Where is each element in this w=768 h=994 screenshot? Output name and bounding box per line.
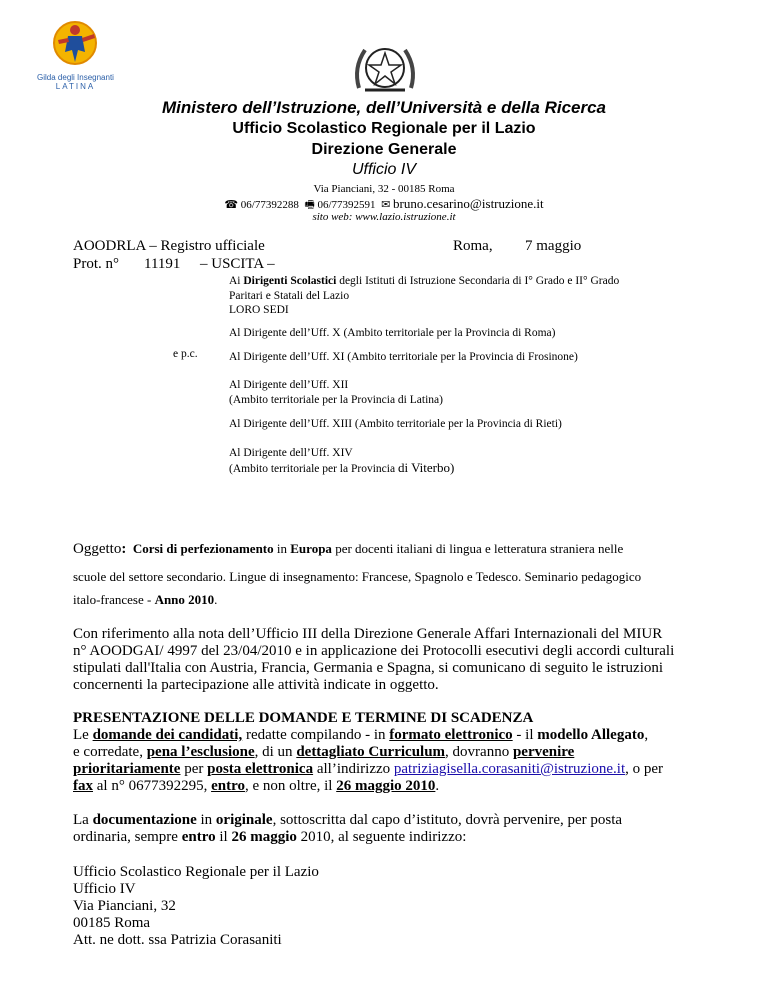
- contact-email: bruno.cesarino@istruzione.it: [393, 196, 544, 211]
- office-title: Ufficio Scolastico Regionale per il Lazio: [232, 120, 536, 137]
- fax-icon: 🖷: [301, 199, 315, 211]
- unit-title: Ufficio IV: [351, 161, 416, 178]
- prot-direction: – USCITA –: [200, 256, 275, 272]
- subject-line-3: italo-francese - Anno 2010.: [73, 592, 218, 607]
- registry-label: AOODRLA – Registro ufficiale: [73, 238, 265, 254]
- prot-number: 11191: [144, 256, 181, 272]
- recipient-uff-xii: Al Dirigente dell’Uff. XII (Ambito territoriale per la Provincia di Latina): [229, 379, 443, 406]
- recipient-uff-xi: Al Dirigente dell’Uff. XI (Ambito territoriale per la Provincia di Frosinone): [229, 351, 578, 363]
- prot-label: Prot. n°: [73, 256, 120, 272]
- recipient-uff-xiv: Al Dirigente dell’Uff. XIV (Ambito territoriale per la Provincia di Viterbo): [229, 447, 455, 475]
- subject-line-2: scuole del settore secondario. Lingue di insegnamento: Francese, Spagnolo e Tedesco. Seminario pedagogico: [73, 569, 642, 584]
- recipient-uff-x: Al Dirigente dell’Uff. X (Ambito territoriale per la Provincia di Roma): [229, 327, 556, 339]
- website-line: sito web: www.lazio.istruzione.it: [312, 211, 456, 223]
- phone-icon: ☎: [224, 199, 239, 211]
- subject-line-1: Oggetto: Corsi di perfezionamento in Europa per docenti italiani di lingua e letteratura straniera nelle: [73, 541, 624, 557]
- email-link[interactable]: patriziagisella.corasaniti@istruzione.it: [393, 761, 626, 777]
- logo-line-2: LATINA: [55, 82, 96, 91]
- fax-number: 06/77392591: [317, 199, 376, 211]
- recipient-schools: Ai Dirigenti Scolastici degli Istituti di Istruzione Secondaria di I° Grado e II° Grado Paritari e Statali del Lazio LORO SEDI: [229, 275, 620, 316]
- postal-address: Ufficio Scolastico Regionale per il Lazio Ufficio IV Via Pianciani, 32 00185 Roma Att. ne dott. ssa Patrizia Corasaniti: [73, 864, 319, 948]
- ministry-title: Ministero dell’Istruzione, dell’Università e della Ricerca: [161, 98, 607, 117]
- gilda-logo-icon: [28, 18, 123, 90]
- section-heading: PRESENTAZIONE DELLE DOMANDE E TERMINE DI SCADENZA: [73, 710, 534, 726]
- logo-line-1: Gilda degli Insegnanti: [37, 73, 114, 82]
- address-line: Via Pianciani, 32 - 00185 Roma: [313, 183, 455, 195]
- intro-paragraph: Con riferimento alla nota dell’Ufficio III della Direzione Generale Affari Internazionali del MIUR n° AOODGAI/ 4997 del 23/04/2010 e in applicazione dei Protocolli esecutivi degli accordi culturali stipulati dall'Italia con Austria, Francia, Germania e Spagna, si comunicano di seguito le istruzioni concernenti la partecipazione alle attività indicate in oggetto.: [73, 626, 675, 693]
- italian-republic-emblem-icon: [349, 38, 421, 100]
- envelope-icon: ✉: [378, 199, 391, 211]
- documentation-paragraph: La documentazione in originale, sottoscritta dal capo d’istituto, dovrà pervenire, per posta ordinaria, sempre entro il 26 maggio 2010, al seguente indirizzo:: [73, 812, 623, 845]
- date-label: 7 maggio: [525, 238, 582, 254]
- recipient-uff-xiii: Al Dirigente dell’Uff. XIII (Ambito territoriale per la Provincia di Rieti): [229, 418, 562, 430]
- submission-paragraph: Le domande dei candidati, redatte compilando - in formato elettronico - il modello Allegato, e corredate, pena l’esclusione, di un dettagliato Curriculum, dovranno pervenire prioritariamente per posta elettronica all’indirizzo patriziagisella.corasaniti@istruzione.it, o per fax al n° 0677392295, entro, e non oltre, il 26 maggio 2010.: [73, 727, 664, 794]
- pc-label: e p.c.: [173, 348, 198, 360]
- subject-label: Oggetto: [73, 541, 122, 557]
- direction-title: Direzione Generale: [311, 141, 457, 158]
- place-label: Roma,: [453, 238, 493, 254]
- phone-number: 06/77392288: [240, 199, 299, 211]
